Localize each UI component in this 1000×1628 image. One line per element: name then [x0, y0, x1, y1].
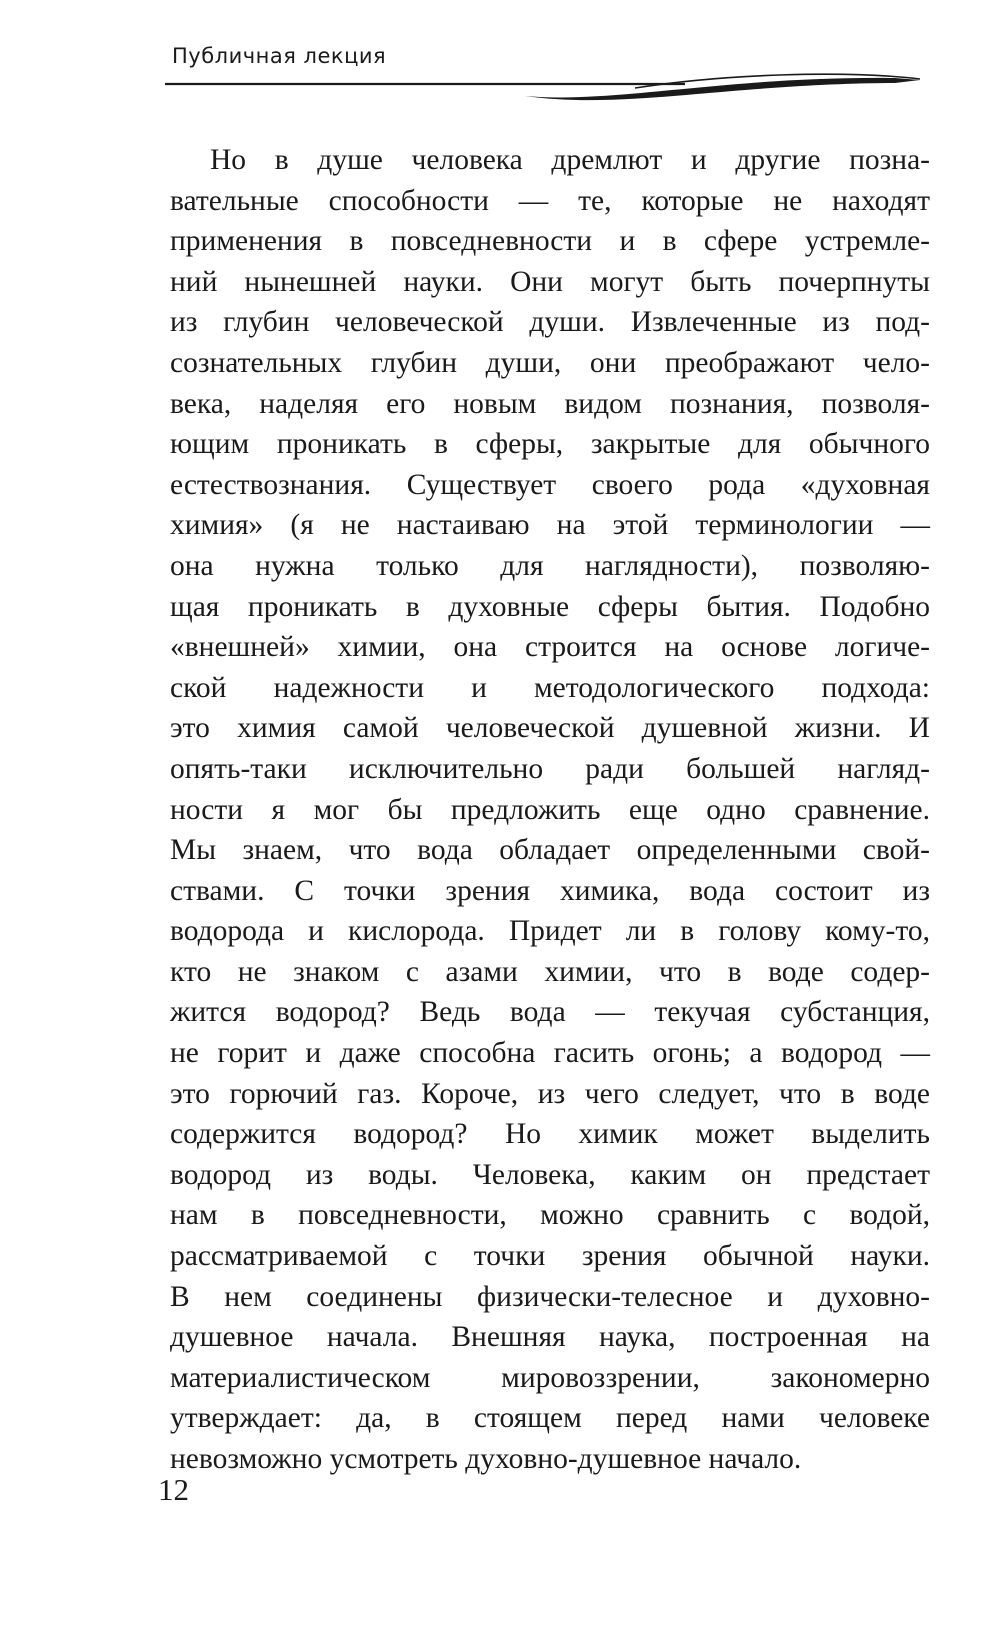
- text-line: ской надежности и методологического подхода:: [170, 671, 930, 704]
- text-line: жится водород? Ведь вода — текучая субстанция,: [170, 996, 930, 1029]
- page-number: 12: [158, 1472, 189, 1507]
- header-rule-ornament: [165, 70, 925, 110]
- text-line: ности я мог бы предложить еще одно сравнение.: [170, 793, 930, 826]
- text-line: это горючий газ. Короче, из чего следует, что в воде: [170, 1077, 930, 1110]
- text-line: из глубин человеческой души. Извлеченные из под-: [170, 306, 930, 339]
- running-head-title: Публичная лекция: [172, 44, 387, 68]
- text-line: кто не знаком с азами химии, что в воде содер-: [170, 955, 930, 988]
- text-line: вательные способности — те, которые не находят: [170, 184, 930, 217]
- text-line: не горит и даже способна гасить огонь; а водород —: [170, 1037, 930, 1070]
- text-line: рассматриваемой с точки зрения обычной науки.: [170, 1240, 930, 1273]
- text-line: это химия самой человеческой душевной жизни. И: [170, 712, 930, 745]
- text-line: утверждает: да, в стоящем перед нами человеке: [170, 1402, 930, 1435]
- text-line: водород из воды. Человека, каким он предстает: [170, 1158, 930, 1191]
- text-line: она нужна только для наглядности), позволяю-: [170, 549, 930, 582]
- text-line: содержится водород? Но химик может выделить: [170, 1118, 930, 1151]
- text-line: века, наделяя его новым видом познания, позволя-: [170, 387, 930, 420]
- text-line: ствами. С точки зрения химика, вода состоит из: [170, 874, 930, 907]
- text-line: опять-таки исключительно ради большей нагляд-: [170, 752, 930, 785]
- text-line: нам в повседневности, можно сравнить с водой,: [170, 1199, 930, 1232]
- text-line: химия» (я не настаиваю на этой терминологии —: [170, 509, 930, 542]
- text-line: ний нынешней науки. Они могут быть почерпнуты: [170, 265, 930, 298]
- text-line: водорода и кислорода. Придет ли в голову кому-то,: [170, 915, 930, 948]
- text-line: материалистическом мировоззрении, закономерно: [170, 1361, 930, 1394]
- text-line: душевное начала. Внешняя наука, построенная на: [170, 1321, 930, 1354]
- text-line: применения в повседневности и в сфере устремле-: [170, 225, 930, 258]
- text-line: естествознания. Существует своего рода «духовная: [170, 468, 930, 501]
- text-line: щая проникать в духовные сферы бытия. Подобно: [170, 590, 930, 623]
- text-line: невозможно усмотреть духовно-душевное начало.: [170, 1443, 802, 1475]
- text-line: Но в душе человека дремлют и другие позна-: [210, 144, 930, 176]
- body-text: [170, 140, 930, 1480]
- text-line: «внешней» химии, она строится на основе логиче-: [170, 631, 930, 664]
- text-line: сознательных глубин души, они преображают чело-: [170, 346, 930, 379]
- text-line: ющим проникать в сферы, закрытые для обычного: [170, 428, 930, 461]
- text-line: В нем соединены физически-телесное и духовно-: [170, 1280, 930, 1313]
- text-line: Мы знаем, что вода обладает определенными свой-: [170, 834, 930, 867]
